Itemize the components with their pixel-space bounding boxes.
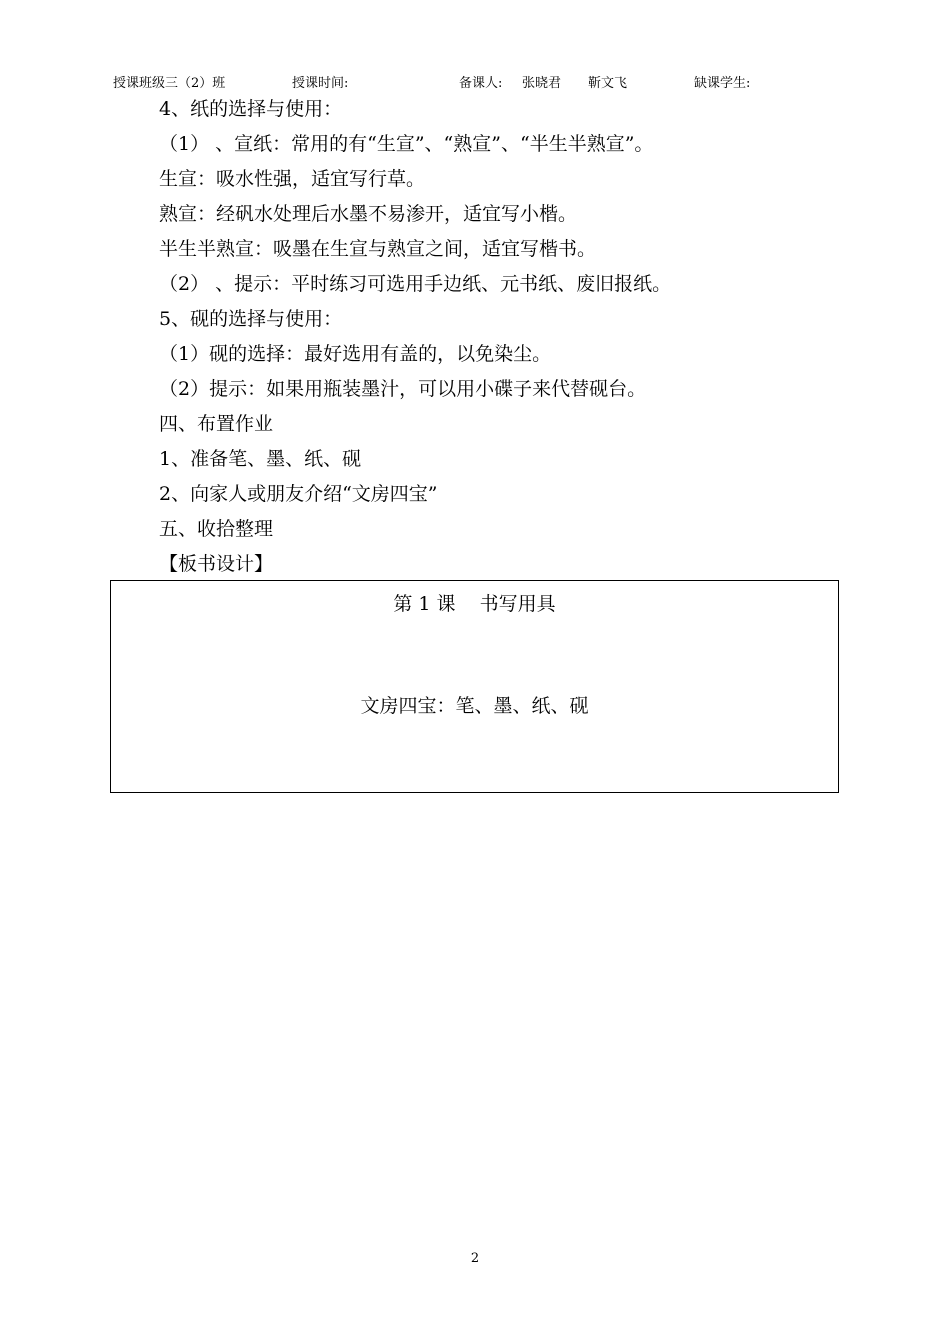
- preparer-name-1: 张晓君: [522, 76, 562, 91]
- cooked-xuan-line: 熟宣：经矾水处理后水墨不易渗开，适宜写小楷。: [159, 203, 578, 225]
- preparer-name-2: 靳文飞: [588, 76, 628, 91]
- inkstone-tip-line: （2）提示：如果用瓶装墨汁，可以用小碟子来代替砚台。: [159, 378, 647, 400]
- inkstone-choice-line: （1）砚的选择：最好选用有盖的，以免染尘。: [159, 343, 552, 365]
- homework-heading: 四、布置作业: [159, 413, 274, 435]
- section-paper-heading: 4、纸的选择与使用：: [159, 98, 343, 120]
- homework-item-1: 1、准备笔、墨、纸、砚: [159, 448, 362, 470]
- time-label: 授课时间:: [292, 76, 349, 91]
- page-number: 2: [470, 1251, 480, 1266]
- raw-xuan-line: 生宣：吸水性强，适宜写行草。: [159, 168, 426, 190]
- class-label: 授课班级三（2）班: [113, 76, 226, 91]
- homework-item-2: 2、向家人或朋友介绍“文房四宝”: [159, 483, 438, 505]
- lesson-content: [159, 92, 859, 582]
- paper-tip-line: （2） 、提示：平时练习可选用手边纸、元书纸、废旧报纸。: [159, 273, 672, 295]
- paper-xuan-item: （1） 、宣纸：常用的有“生宣”、“熟宣”、“半生半熟宣”。: [159, 133, 654, 155]
- board-design-heading: 【板书设计】: [159, 553, 274, 575]
- preparer-label: 备课人:: [459, 76, 503, 91]
- board-title: 第 1 课 书写用具: [393, 593, 556, 615]
- absent-students-label: 缺课学生:: [694, 76, 751, 91]
- half-xuan-line: 半生半熟宣：吸墨在生宣与熟宣之间，适宜写楷书。: [159, 238, 597, 260]
- board-content: 文房四宝：笔、墨、纸、砚: [360, 695, 589, 717]
- board-design-box: [110, 580, 839, 793]
- tidy-up-heading: 五、收拾整理: [159, 518, 274, 540]
- section-inkstone-heading: 5、砚的选择与使用：: [159, 308, 343, 330]
- page-header: [0, 72, 950, 92]
